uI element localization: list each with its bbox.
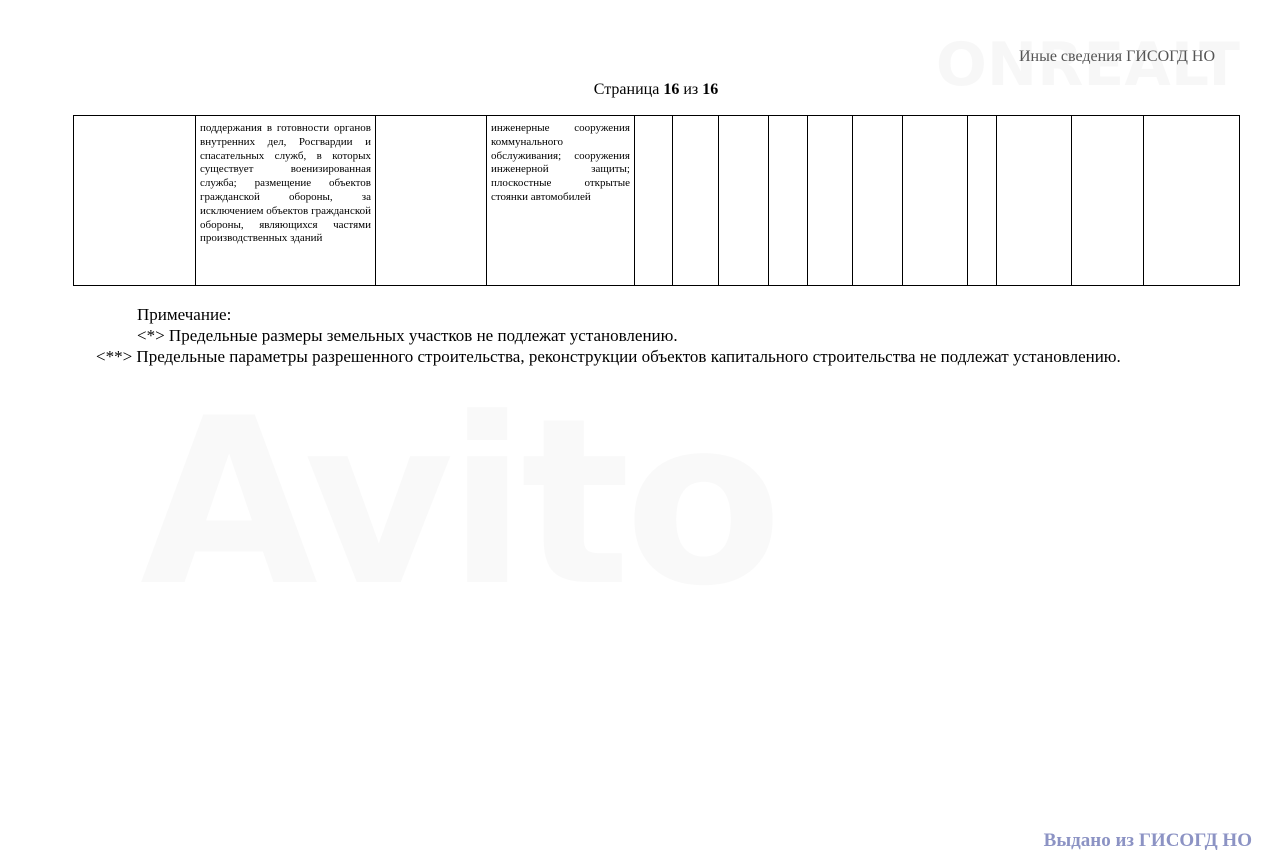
- table-cell: [769, 116, 808, 286]
- table-cell: [719, 116, 769, 286]
- table-cell: [1144, 116, 1240, 286]
- table-cell: [635, 116, 673, 286]
- issued-stamp: Выдано из ГИСОГД НО: [1043, 830, 1252, 851]
- note-land-plot-sizes: <*> Предельные размеры земельных участков не подлежат установлению.: [137, 326, 678, 345]
- page-total: 16: [702, 81, 719, 98]
- page-number: [0, 81, 1280, 99]
- document-header-label: Иные сведения ГИСОГД НО: [1018, 48, 1215, 65]
- table-cell: [808, 116, 853, 286]
- page-current: 16: [663, 81, 680, 98]
- table-cell: [1072, 116, 1144, 286]
- table-cell: [673, 116, 719, 286]
- table-row: [74, 116, 1240, 286]
- table-cell-purpose-description: поддержания в готовности органов внутренних дел, Росгвардии и спасательных служб, в которых существует военизированная служба; размещение объектов гражданской обороны, за исключением объектов гражданской обороны, являющихся частями производственных зданий: [196, 116, 376, 286]
- table-cell: [74, 116, 196, 286]
- page-prefix: Страница: [593, 81, 660, 98]
- notes-title: Примечание:: [137, 305, 232, 324]
- avito-watermark: [140, 370, 777, 637]
- note-construction-parameters: <**> Предельные параметры разрешенного строительства, реконструкции объектов капитального строительства не подлежат установлению.: [96, 347, 1121, 366]
- regulations-table: [73, 115, 1240, 286]
- table-cell: [903, 116, 968, 286]
- table-cell: [376, 116, 487, 286]
- table-cell: [853, 116, 903, 286]
- page-separator: из: [683, 81, 699, 98]
- notes-section: [0, 304, 1121, 367]
- table-cell: [968, 116, 997, 286]
- table-cell-auxiliary-uses: инженерные сооружения коммунального обслуживания; сооружения инженерной защиты; плоскостные открытые стоянки автомобилей: [487, 116, 635, 286]
- table-cell: [997, 116, 1072, 286]
